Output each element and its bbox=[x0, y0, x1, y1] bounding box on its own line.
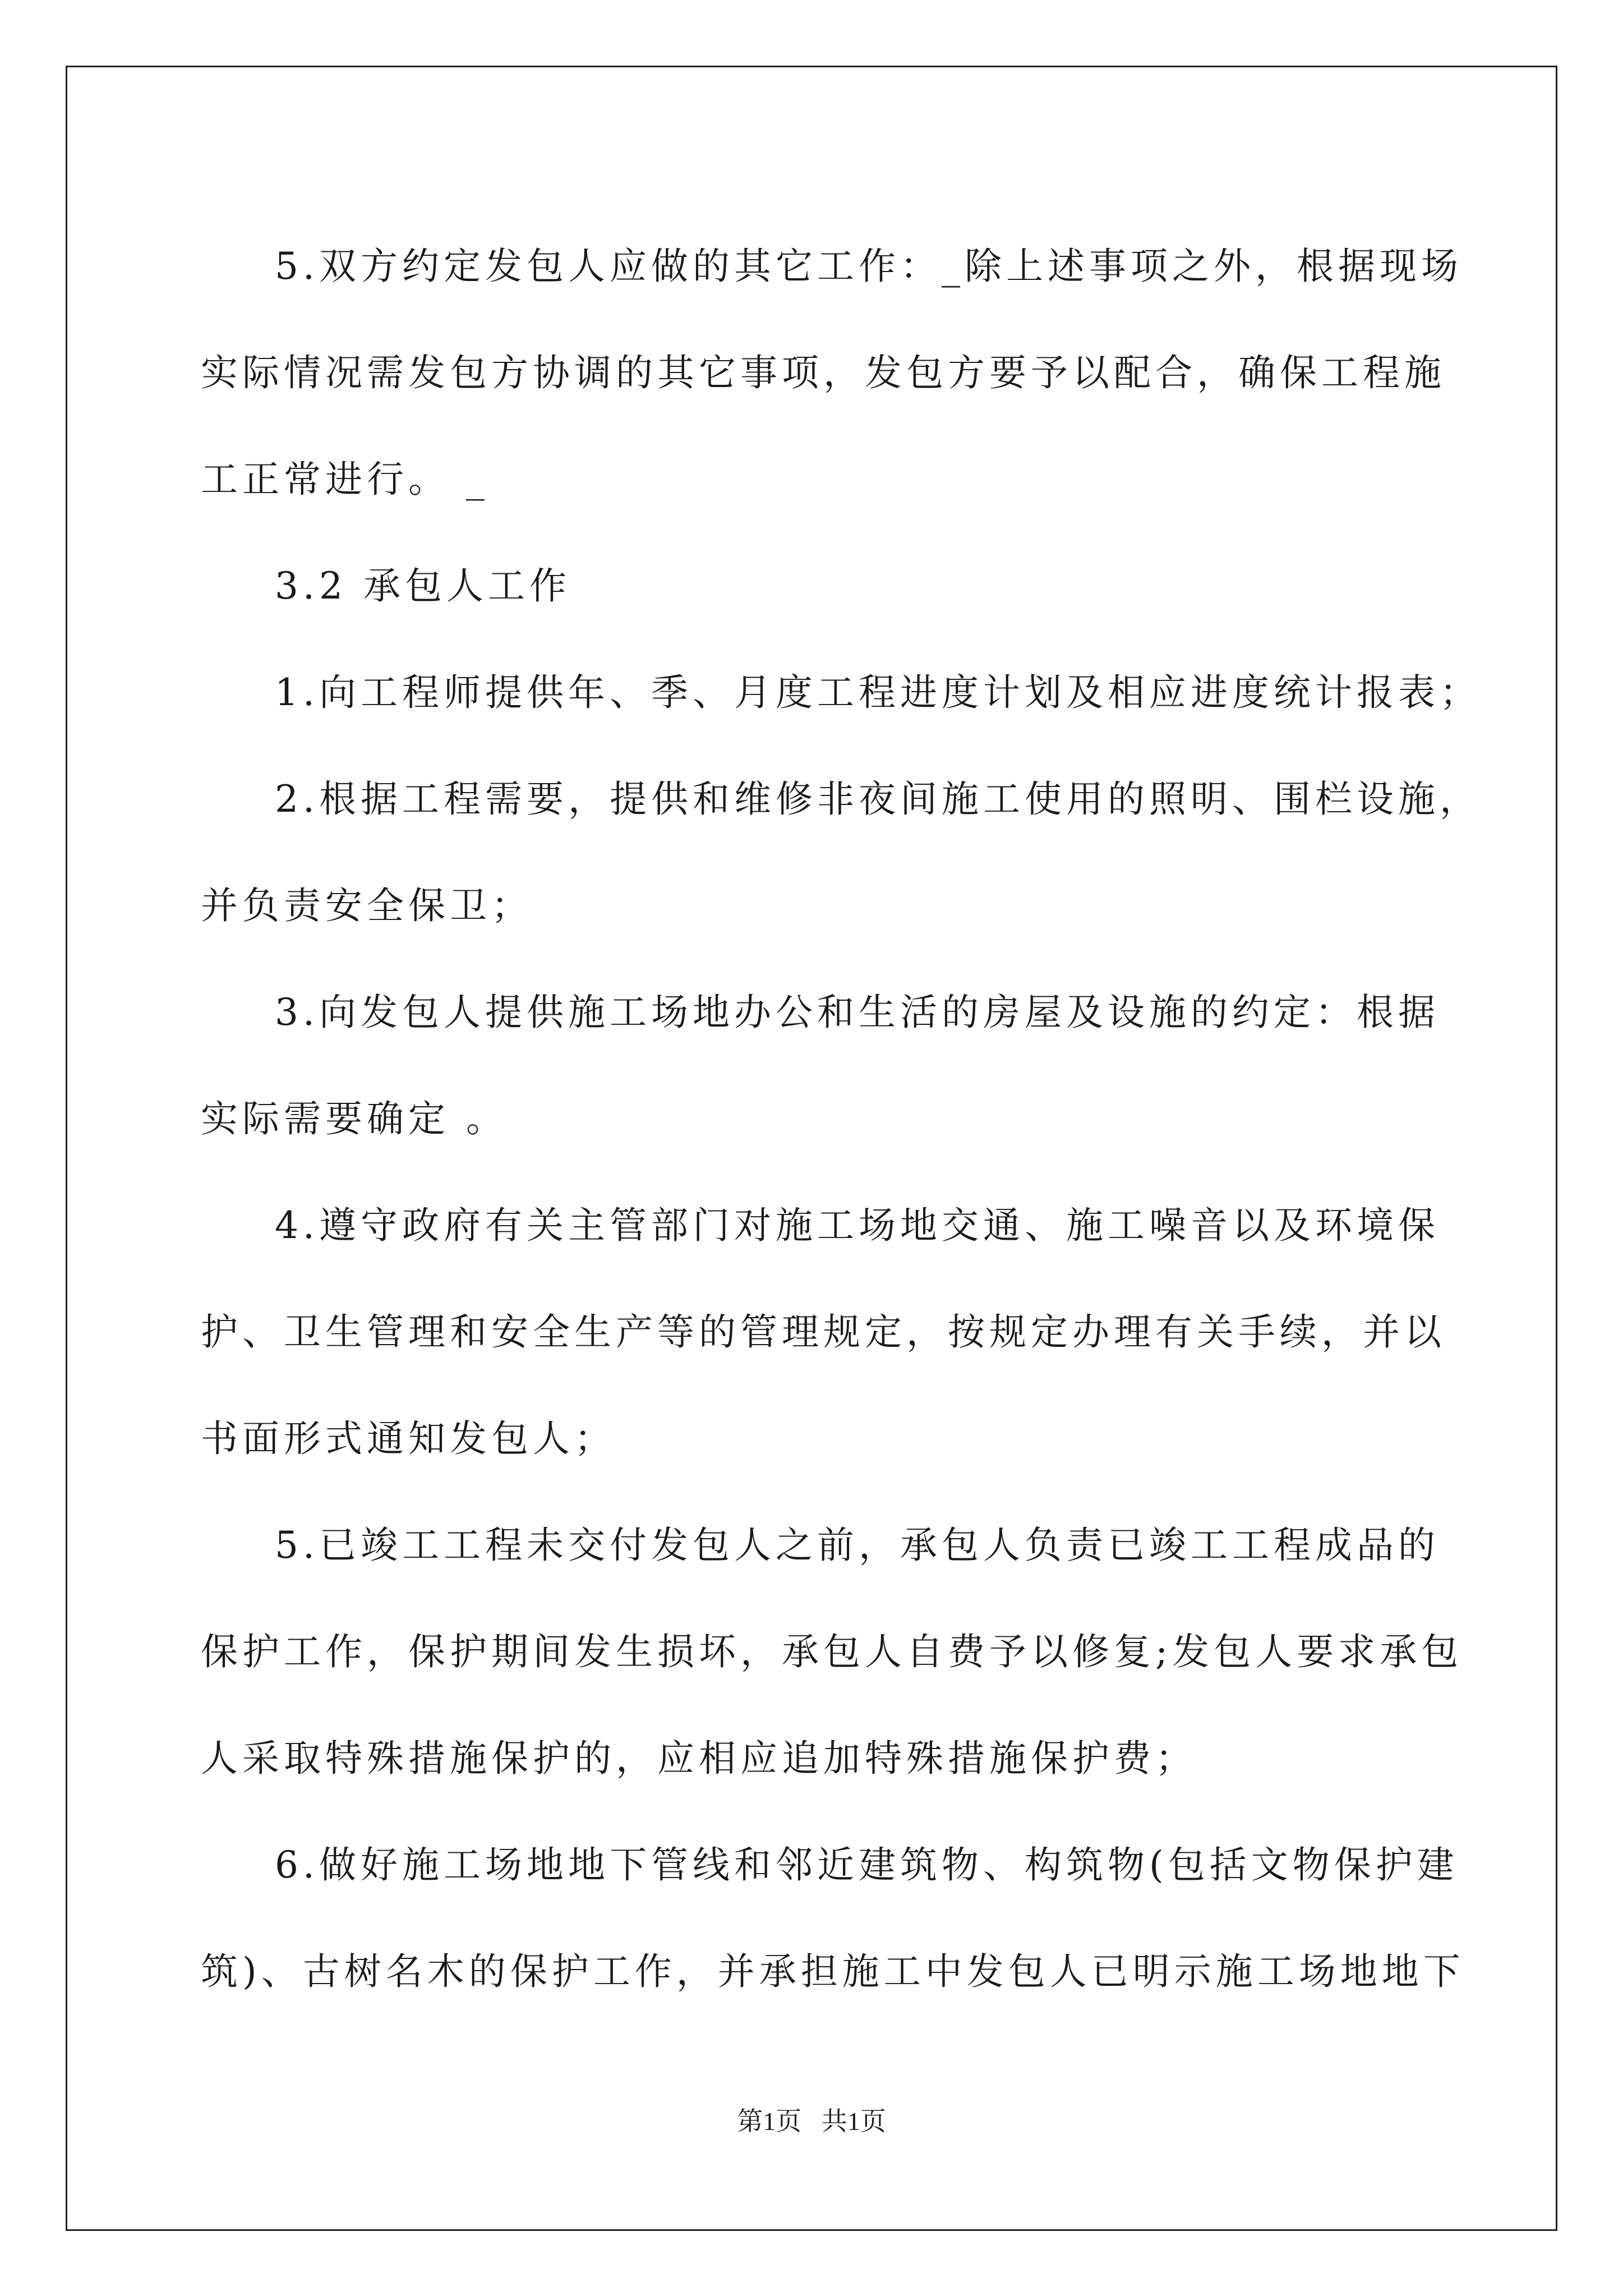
page-number: 第1页 bbox=[737, 2107, 802, 2136]
page-footer bbox=[0, 2101, 1623, 2138]
text-line: 工正常进行。 _ bbox=[201, 458, 489, 501]
text-line: 5.已竣工工程未交付发包人之前，承包人负责已竣工工程成品的 bbox=[275, 1524, 1440, 1567]
paragraph bbox=[201, 1812, 1465, 2025]
text-line: 书面形式通知发包人； bbox=[201, 1417, 616, 1460]
text-line: 3.2 承包人工作 bbox=[275, 564, 571, 608]
text-line: 5.双方约定发包人应做的其它工作：_除上述事项之外，根据现场 bbox=[275, 245, 1463, 288]
page-total: 共1页 bbox=[821, 2107, 886, 2136]
paragraph bbox=[201, 959, 1440, 1172]
text-line: 6.做好施工场地地下管线和邻近建筑物、构筑物(包括文物保护建 bbox=[275, 1843, 1459, 1887]
text-line: 人采取特殊措施保护的，应相应追加特殊措施保护费； bbox=[201, 1737, 1197, 1780]
text-line: 护、卫生管理和安全生产等的管理规定，按规定办理有关手续，并以 bbox=[201, 1310, 1446, 1354]
text-line: 1.向工程师提供年、季、月度工程进度计划及相应进度统计报表； bbox=[275, 671, 1481, 714]
text-line: 保护工作，保护期间发生损坏，承包人自费予以修复;发包人要求承包 bbox=[201, 1630, 1463, 1673]
document-body bbox=[201, 213, 1481, 2025]
paragraph bbox=[201, 1492, 1463, 1812]
text-line: 4.遵守政府有关主管部门对施工场地交通、施工噪音以及环境保 bbox=[275, 1204, 1440, 1247]
paragraph bbox=[201, 639, 1481, 746]
text-line: 实际情况需发包方协调的其它事项，发包方要予以配合，确保工程施 bbox=[201, 351, 1446, 394]
paragraph bbox=[201, 746, 1481, 959]
paragraph bbox=[201, 213, 1463, 533]
text-line: 并负责安全保卫； bbox=[201, 884, 533, 927]
text-line: 筑)、古树名木的保护工作，并承担施工中发包人已明示施工场地地下 bbox=[201, 1950, 1465, 1993]
text-line: 3.向发包人提供施工场地办公和生活的房屋及设施的约定：根据 bbox=[275, 991, 1440, 1034]
text-line: 2.根据工程需要，提供和维修非夜间施工使用的照明、围栏设施， bbox=[275, 777, 1481, 821]
text-line: 实际需要确定 。 bbox=[201, 1097, 508, 1140]
section-heading bbox=[201, 533, 1435, 639]
paragraph bbox=[201, 1172, 1446, 1492]
